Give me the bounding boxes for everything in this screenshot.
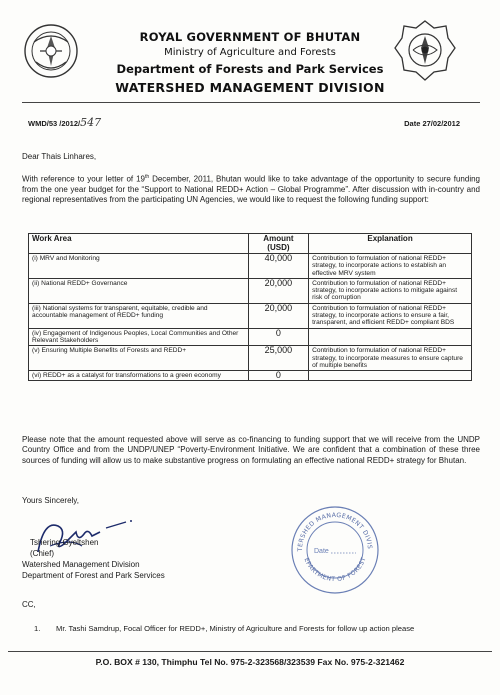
header-amount: Amount (USD) bbox=[248, 234, 308, 254]
cc-item-number: 1. bbox=[34, 624, 41, 633]
row-work-area: (iv) Engagement of Indigenous Peoples, Local Communities and Other Relevant Stakeholders bbox=[29, 328, 249, 346]
letterhead-divider bbox=[22, 102, 480, 103]
footer-divider bbox=[8, 651, 492, 652]
row-work-area: (iii) National systems for transparent, equitable, credible and accountable management of REDD+ funding bbox=[29, 303, 249, 328]
row-work-area: (vi) REDD+ as a catalyst for transformations to a green economy bbox=[29, 371, 249, 381]
table-row bbox=[29, 371, 472, 381]
letter-date: Date 27/02/2012 bbox=[404, 119, 460, 128]
row-amount: 20,000 bbox=[248, 278, 308, 303]
letterhead-division: WATERSHED MANAGEMENT DIVISION bbox=[115, 80, 385, 95]
signatory-division: Watershed Management Division bbox=[22, 560, 140, 569]
row-explanation: Contribution to formulation of national REDD+ strategy, to incorporate actions to mitigate against risk of corruption bbox=[309, 278, 472, 303]
svg-text:WATERSHED MANAGEMENT DIVISION bbox=[290, 505, 373, 552]
stamp-date-label: Date bbox=[314, 548, 329, 555]
signatory-title: (Chief) bbox=[30, 549, 55, 558]
row-explanation: Contribution to formulation of national REDD+ strategy, to incorporate measures to ensure capture of multiple benefits bbox=[309, 346, 472, 371]
table-row bbox=[29, 328, 472, 346]
cc-item-text: Mr. Tashi Samdrup, Focal Officer for REDD+, Ministry of Agriculture and Forests for follow up action please bbox=[56, 624, 415, 633]
table-row bbox=[29, 278, 472, 303]
signatory-name: Tshering Gyeltshen bbox=[30, 538, 99, 547]
official-stamp bbox=[290, 505, 380, 595]
cc-label: CC, bbox=[22, 600, 36, 609]
reference-code: WMD/53 /2012/ bbox=[28, 119, 81, 128]
row-amount: 40,000 bbox=[248, 254, 308, 279]
row-explanation bbox=[309, 328, 472, 346]
row-work-area: (ii) National REDD+ Governance bbox=[29, 278, 249, 303]
table-row bbox=[29, 303, 472, 328]
salutation: Dear Thais Linhares, bbox=[22, 152, 97, 161]
signatory-department: Department of Forest and Park Services bbox=[22, 571, 165, 580]
funding-table bbox=[28, 233, 472, 381]
stamp-ring-bottom: EPARTMENT OF FOREST bbox=[302, 556, 368, 584]
closing-phrase: Yours Sincerely, bbox=[22, 496, 79, 505]
cofinancing-paragraph: Please note that the amount requested above will serve as co-financing to funding support that we will receive from the UNDP Country Office and from the UNDP/UNEP “Poverty-Environment Initiative. We are confident that a combination of these three sources of funding will allow us to make substantive progress on formulating an effective national REDD+ strategy for Bhutan. bbox=[22, 435, 480, 465]
table-row bbox=[29, 254, 472, 279]
row-work-area: (i) MRV and Monitoring bbox=[29, 254, 249, 279]
row-amount: 0 bbox=[248, 371, 308, 381]
reference-number bbox=[28, 116, 101, 129]
row-amount: 20,000 bbox=[248, 303, 308, 328]
footer-contact: P.O. BOX # 130, Thimphu Tel No. 975-2-323568/323539 Fax No. 975-2-321462 bbox=[95, 657, 405, 667]
table-header-row bbox=[29, 234, 472, 254]
letterhead-government: ROYAL GOVERNMENT OF BHUTAN bbox=[139, 30, 361, 44]
row-amount: 0 bbox=[248, 328, 308, 346]
intro-paragraph bbox=[22, 172, 480, 206]
table-row bbox=[29, 346, 472, 371]
row-explanation bbox=[309, 371, 472, 381]
letterhead-ministry: Ministry of Agriculture and Forests bbox=[164, 47, 336, 58]
row-explanation: Contribution to formulation of national REDD+ strategy, to incorporate actions to establish an effective MRV system bbox=[309, 254, 472, 279]
intro-text-b: December, 2011, Bhutan would like to take advantage of the opportunity to secure funding from the one year budget for the “Support to National REDD+ Action – Global Programme”. After discussion with in-country and regional representatives from the participating UN Agencies, we would like to request the following funding support: bbox=[22, 174, 480, 205]
row-work-area: (v) Ensuring Multiple Benefits of Forests and REDD+ bbox=[29, 346, 249, 371]
row-amount: 25,000 bbox=[248, 346, 308, 371]
header-explanation: Explanation bbox=[309, 234, 472, 254]
intro-text-a: With reference to your letter of 19 bbox=[22, 174, 145, 184]
reference-handwritten: 547 bbox=[80, 116, 102, 129]
row-explanation: Contribution to formulation of national REDD+ strategy, to incorporate actions to ensure a fair, transparent, and efficient REDD+ compliant BDS bbox=[309, 303, 472, 328]
stamp-ring-top: TERSHED MANAGEMENT DIVIS bbox=[296, 511, 374, 552]
intro-superscript: th bbox=[144, 174, 150, 180]
header-work-area: Work Area bbox=[29, 234, 249, 254]
letterhead-department: Department of Forests and Park Services bbox=[116, 62, 384, 76]
